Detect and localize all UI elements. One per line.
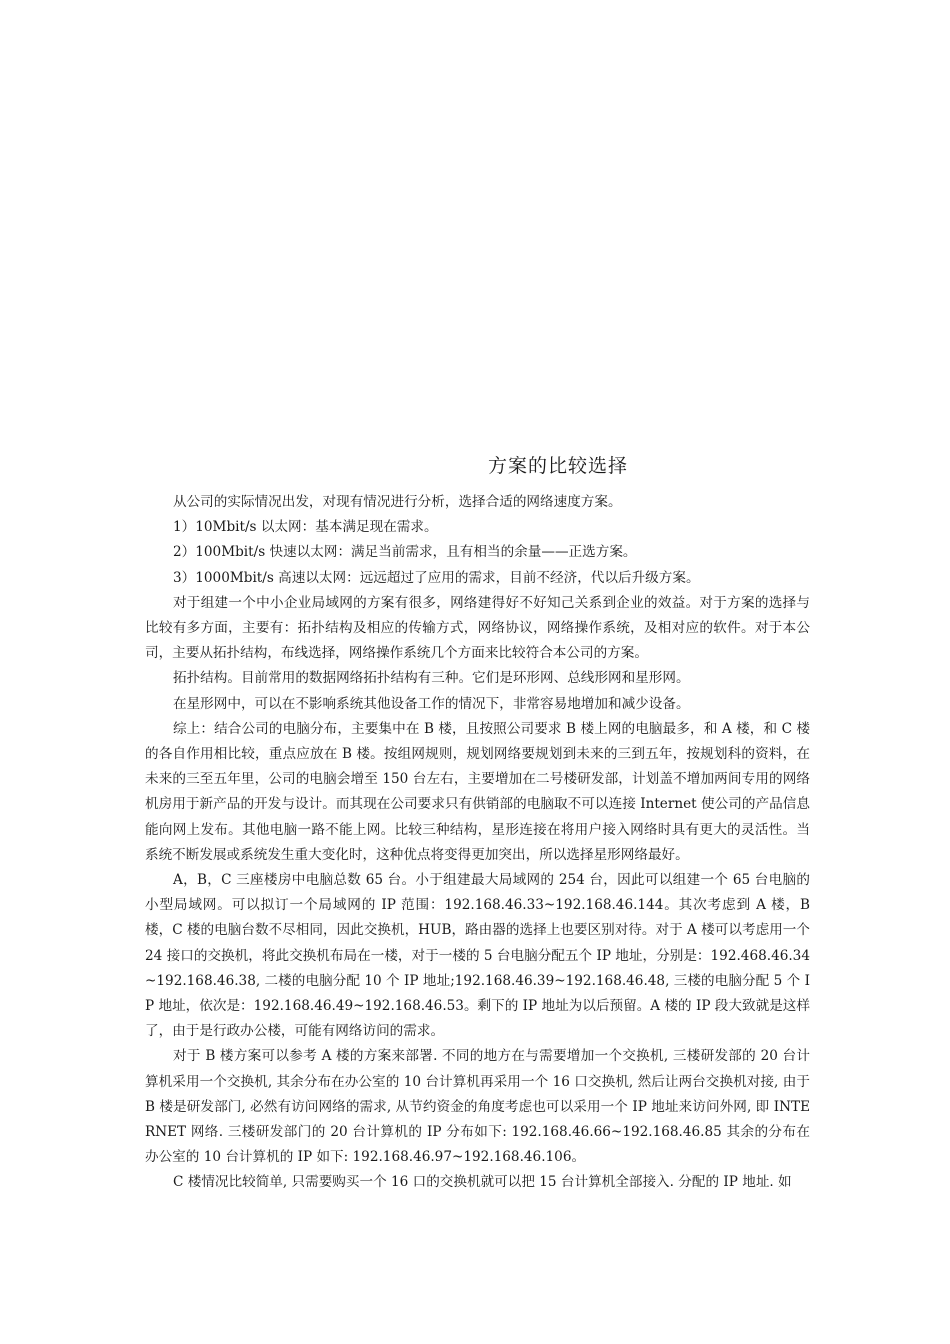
paragraph-building-c-ip: C 楼情况比较简单, 只需要购买一个 16 口的交换机就可以把 15 台计算机全部接入. 分配的 IP 地址. 如 xyxy=(173,1174,792,1191)
list-item-1000mbit: 3）1000Mbit/s 高速以太网：远远超过了应用的需求，目前不经济，代以后升级方案。 xyxy=(173,569,700,586)
paragraph-scheme-selection: 对于组建一个中小企业局域网的方案有很多，网络建得好不好知己关系到企业的效益。对于方案的选择与比较有多方面，主要有：拓扑结构及相应的传输方式，网络协议，网络操作系统，及相对应的软件。对于本公司，主要从拓扑结构，布线选择，网络操作系统几个方面来比较符合本公司的方案。 xyxy=(145,594,810,662)
paragraph-summary: 综上：结合公司的电脑分布，主要集中在 B 楼，且按照公司要求 B 楼上网的电脑最多，和 A 楼，和 C 楼的各自作用相比较，重点应放在 B 楼。按组网规则，规划网络要规划到未来的三到五年，按规划科的资料，在未来的三至五年里，公司的电脑会增至 150 台左右，主要增加在二号楼研发部，计划盖不增加两间专用的网络机房用于新产品的开发与设计。而其现在公司要求只有供销部的电脑取不可以连接 Internet 使公司的产品信息能向网上发布。其他电脑一路不能上网。比较三种结构，星形连接在将用户接入网络时具有更大的灵活性。当系统不断发展或系统发生重大变化时，这种优点将变得更加突出，所以选择星形网络最好。 xyxy=(145,720,810,863)
paragraph-topology: 拓扑结构。目前常用的数据网络拓扑结构有三种。它们是环形网、总线形网和星形网。 xyxy=(173,670,690,687)
paragraph-building-a-ip: A，B，C 三座楼房中电脑总数 65 台。小于组建最大局域网的 254 台，因此可以组建一个 65 台电脑的小型局域网。可以拟订一个局域网的 IP 范围：192.168.46.33~192.168.46.144。其次考虑到 A 楼，B 楼，C 楼的电脑台数不尽相同，因此交换机，HUB，路由器的选择上也要区别对待。对于 A 楼可以考虑用一个 24 接口的交换机，将此交换机布局在一楼，对于一楼的 5 台电脑分配五个 IP 地址，分别是：192.468.46.34 ~192.168.46.38, 二楼的电脑分配 10 个 IP 地址;192.168.46.39~192.168.46.48, 三楼的电脑分配 5 个 IP 地址，依次是：192.168.46.49~192.168.46.53。剩下的 IP 地址为以后预留。A 楼的 IP 段大致就是这样了，由于是行政办公楼，可能有网络访问的需求。 xyxy=(145,872,810,1040)
paragraph-building-b-ip: 对于 B 楼方案可以参考 A 楼的方案来部署. 不同的地方在与需要增加一个交换机, 三楼研发部的 20 台计算机采用一个交换机, 其余分布在办公室的 10 台计算机再采用一个 16 口交换机, 然后让两台交换机对接, 由于 B 楼是研发部门, 必然有访问网络的需求, 从节约资金的角度考虑也可以采用一个 IP 地址来访问外网, 即 INTERNET 网络. 三楼研发部门的 20 台计算机的 IP 分布如下: 192.168.46.66~192.168.46.85 其余的分布在办公室的 10 台计算机的 IP 如下: 192.168.46.97~192.168.46.106。 xyxy=(145,1048,810,1166)
document-title: 方案的比较选择 xyxy=(488,455,629,477)
list-item-100mbit: 2）100Mbit/s 快速以太网：满足当前需求，且有相当的余量——正选方案。 xyxy=(173,544,637,561)
list-item-10mbit: 1）10Mbit/s 以太网：基本满足现在需求。 xyxy=(173,519,438,536)
paragraph-intro: 从公司的实际情况出发，对现有情况进行分析，选择合适的网络速度方案。 xyxy=(173,494,622,510)
paragraph-star-network: 在星形网中，可以在不影响系统其他设备工作的情况下，非常容易地增加和减少设备。 xyxy=(173,695,690,712)
document-body xyxy=(145,490,810,1196)
